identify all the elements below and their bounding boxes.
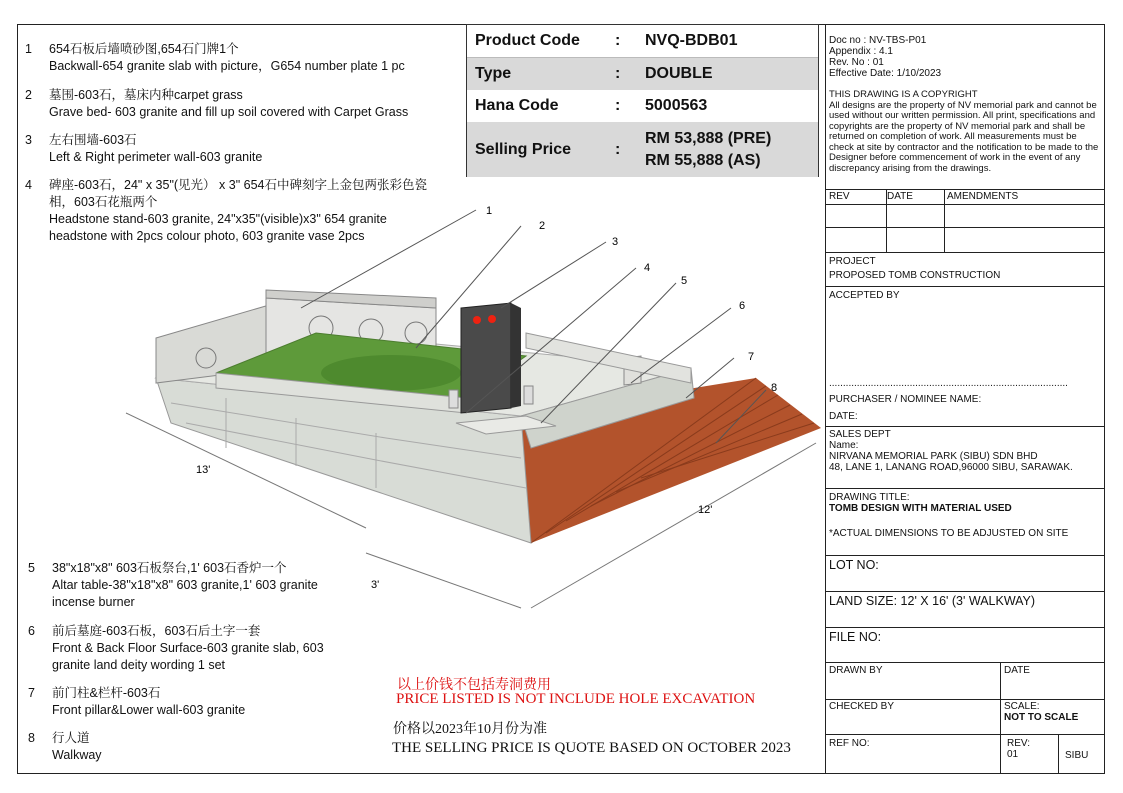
dim-12ft: 12' <box>698 504 713 516</box>
drawn-date: DATE <box>1004 665 1030 676</box>
callout-5: 5 <box>681 275 688 287</box>
note-7 <box>28 685 352 719</box>
photo-left <box>473 316 481 324</box>
type-value: DOUBLE <box>645 65 713 82</box>
tb-line <box>825 286 1105 287</box>
scale <box>1000 699 1100 725</box>
dim-3ft: 3' <box>371 579 380 591</box>
sales-dept <box>825 427 1105 475</box>
file-no: FILE NO: <box>829 630 882 644</box>
date-header: DATE <box>887 191 913 202</box>
tb-vline <box>1000 662 1001 774</box>
note-zh: 墓围-603石，墓床内种carpet grass <box>49 88 243 102</box>
product-code-label: Product Code <box>475 32 580 49</box>
note-number: 8 <box>28 731 35 745</box>
colon: : <box>615 140 621 158</box>
tb-vline <box>886 189 887 252</box>
sales-dept-label: SALES DEPT <box>829 429 891 440</box>
project-label: PROJECT <box>829 256 876 267</box>
rev-final-value: 01 <box>1007 749 1019 760</box>
selling-price-label: Selling Price <box>475 140 572 158</box>
callout-1: 1 <box>486 205 493 217</box>
note-number: 3 <box>25 133 32 147</box>
doc-no: Doc no : NV-TBS-P01 <box>829 35 927 46</box>
ref-no: REF NO: <box>829 738 870 749</box>
hana-code-value: 5000563 <box>645 97 708 114</box>
note-en: Left & Right perimeter wall-603 granite <box>49 150 263 164</box>
type-row <box>467 58 818 90</box>
callout-8: 8 <box>771 382 778 394</box>
rev-final <box>1003 736 1063 762</box>
note-zh: 行人道 <box>52 731 90 745</box>
tb-line <box>825 734 1105 735</box>
sales-name-label: Name: <box>829 440 859 451</box>
rev-final-label: REV: <box>1007 738 1030 749</box>
note-number: 2 <box>25 88 32 102</box>
tb-vline <box>944 189 945 252</box>
note-zh: 前门柱&栏杆-603石 <box>52 686 161 700</box>
selling-price-row <box>467 122 818 177</box>
scale-label: SCALE: <box>1004 701 1040 712</box>
note-en: Walkway <box>52 748 102 762</box>
amendments-header <box>825 189 1105 204</box>
hana-code-label: Hana Code <box>475 97 559 114</box>
note-number: 1 <box>25 42 32 56</box>
product-table <box>466 24 819 177</box>
price-pre: RM 53,888 (PRE) <box>645 129 772 147</box>
land-size: LAND SIZE: 12' X 16' (3' WALKWAY) <box>829 594 1036 608</box>
note-6 <box>28 623 352 674</box>
tb-line <box>825 699 1105 700</box>
note-zh: 654石板后墙喷砂图,654石门牌1个 <box>49 42 239 56</box>
lot-no: LOT NO: <box>829 558 879 572</box>
callout-7: 7 <box>748 351 755 363</box>
price-as: RM 55,888 (AS) <box>645 151 761 169</box>
colon: : <box>615 32 621 49</box>
copyright <box>825 88 1105 176</box>
colon: : <box>615 65 621 82</box>
checked-by: CHECKED BY <box>829 701 895 712</box>
note-zh: 前后墓庭-603石板，603石后土字一套 <box>52 624 261 638</box>
notice-zh-exclusion: 以上价钱不包括寿洞费用 <box>397 678 551 693</box>
purchaser-name: PURCHASER / NOMINEE NAME: <box>829 394 982 405</box>
note-8 <box>28 730 352 764</box>
note-zh: 碑座-603石，24" x 35"(见光） x 3" 654石中碑刻字上金包两张彩色瓷相，603石花瓶两个 <box>49 178 427 209</box>
tb-line <box>825 252 1105 253</box>
headstone-side <box>511 303 521 408</box>
purchaser-date: DATE: <box>829 411 858 422</box>
tb-line <box>825 591 1105 592</box>
callout-4: 4 <box>644 262 651 274</box>
notice-en-exclusion: PRICE LISTED IS NOT INCLUDE HOLE EXCAVATION <box>396 691 756 707</box>
note-zh: 38"x18"x8" 603石板祭台,1' 603石香炉一个 <box>52 561 287 575</box>
tb-line <box>825 426 1105 427</box>
tb-line <box>825 227 1105 228</box>
tb-line <box>825 204 1105 205</box>
rev-header: REV <box>829 191 850 202</box>
note-number: 4 <box>25 178 32 192</box>
drawing-title-value: TOMB DESIGN WITH MATERIAL USED <box>829 503 1012 514</box>
colon: : <box>615 97 621 114</box>
accepted-by: ACCEPTED BY <box>829 290 900 301</box>
tb-line <box>825 189 1105 190</box>
drawing-title-label: DRAWING TITLE: <box>829 492 910 503</box>
notice-en-date: THE SELLING PRICE IS QUOTE BASED ON OCTOBER 2023 <box>392 740 791 756</box>
note-en: Grave bed- 603 granite and fill up soil covered with Carpet Grass <box>49 105 409 119</box>
drawn-by: DRAWN BY <box>829 665 883 676</box>
tb-vline <box>1058 734 1059 774</box>
actual-dimensions-note: *ACTUAL DIMENSIONS TO BE ADJUSTED ON SITE <box>829 528 1069 539</box>
note-en: Altar table-38"x18"x8" 603 granite,1' 603 granite incense burner <box>52 578 318 609</box>
callout-6: 6 <box>739 300 746 312</box>
callout-3: 3 <box>612 236 619 248</box>
note-en: Backwall-654 granite slab with picture，G654 number plate 1 pc <box>49 59 405 73</box>
tb-line <box>825 627 1105 628</box>
vase-right <box>524 386 533 404</box>
note-en: Headstone stand-603 granite, 24"x35"(visible)x3" 654 granite headstone with 2pcs colour photo, 603 granite vase 2pcs <box>49 212 387 243</box>
note-en: Front & Back Floor Surface-603 granite slab, 603 granite land deity wording 1 set <box>52 641 324 672</box>
callout-2: 2 <box>539 220 546 232</box>
tb-line <box>825 555 1105 556</box>
amendments-header-label: AMENDMENTS <box>947 191 1019 202</box>
note-en: Front pillar&Lower wall-603 granite <box>52 703 246 717</box>
note-number: 7 <box>28 686 35 700</box>
vase-left <box>449 390 458 408</box>
note-zh: 左右围墙-603石 <box>49 133 137 147</box>
project <box>825 254 1105 283</box>
scale-value: NOT TO SCALE <box>1004 712 1079 723</box>
drawing-title <box>825 490 1105 541</box>
dim-13ft: 13' <box>196 464 211 476</box>
copyright-title: THIS DRAWING IS A COPYRIGHT <box>829 89 978 100</box>
photo-right <box>488 315 496 323</box>
rev-no: Rev. No : 01 <box>829 57 884 68</box>
appendix: Appendix : 4.1 <box>829 46 893 57</box>
product-code-row <box>467 25 818 58</box>
location-sibu: SIBU <box>1065 750 1089 761</box>
company-name: NIRVANA MEMORIAL PARK (SIBU) SDN BHD <box>829 451 1038 462</box>
notice-zh-date: 价格以2023年10月份为准 <box>393 722 547 737</box>
note-number: 5 <box>28 561 35 575</box>
type-label: Type <box>475 65 512 82</box>
tb-line <box>825 488 1105 489</box>
signature-line: ...................................................................................... <box>829 378 1068 389</box>
note-1 <box>25 41 449 75</box>
tb-line <box>825 662 1105 663</box>
selling-price-values <box>645 128 771 172</box>
effective-date: Effective Date: 1/10/2023 <box>829 68 942 79</box>
note-2 <box>25 87 459 121</box>
tomb-drawing <box>116 198 822 624</box>
doc-info <box>825 33 1105 81</box>
hana-code-row <box>467 90 818 122</box>
project-value: PROPOSED TOMB CONSTRUCTION <box>829 270 1001 281</box>
product-code-value: NVQ-BDB01 <box>645 32 738 49</box>
copyright-text: All designs are the property of NV memorial park and cannot be used without our written permission. All print, specifications and copyrights are the property of NV memorial park and shall be returned on completion of work. All measurements must be check at site by contractor and the notification to be made to the Designer before commencement of work in the event of any discrepancy arising from the drawings. <box>829 99 1099 174</box>
note-3 <box>25 132 449 166</box>
company-address: 48, LANE 1, LANANG ROAD,96000 SIBU, SARAWAK. <box>829 462 1073 473</box>
note-number: 6 <box>28 624 35 638</box>
